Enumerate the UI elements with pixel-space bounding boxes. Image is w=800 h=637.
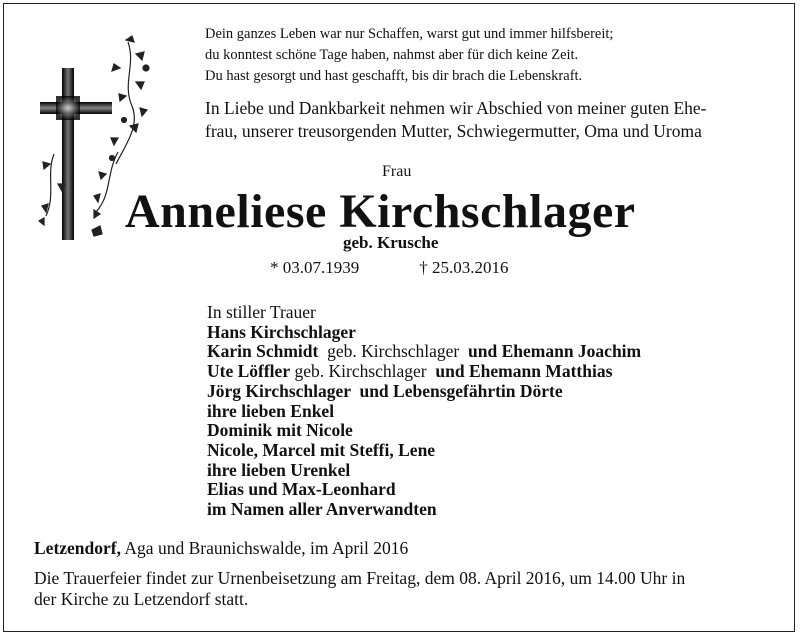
intro-line: frau, unserer treusorgenden Mutter, Schwiegermutter, Oma und Uroma — [205, 121, 702, 141]
mourner-line — [207, 382, 641, 402]
mourner-segment: geb. Kirchschlager — [290, 361, 432, 382]
mourner-line — [207, 421, 641, 441]
ceremony-line: Die Trauerfeier findet zur Urnenbeisetzung am Freitag, dem 08. April 2016, um 14.00 Uhr in — [34, 568, 686, 588]
ceremony-info — [34, 568, 685, 610]
mourner-segment: Elias und Max-Leonhard — [207, 479, 396, 500]
intro-text — [205, 97, 707, 143]
poem-line: Dein ganzes Leben war nur Schaffen, warst gut und immer hilfsbereit; — [205, 26, 614, 42]
mourner-segment: und Ehemann Matthias — [431, 361, 613, 382]
mourner-line — [207, 323, 641, 343]
ceremony-line: der Kirche zu Letzendorf statt. — [34, 589, 249, 609]
mourner-segment: Nicole, Marcel mit Steffi, Lene — [207, 439, 436, 460]
life-dates — [270, 258, 509, 278]
mourner-segment: geb. Kirchschlager — [322, 341, 464, 362]
mourner-segment: im Namen aller Anverwandten — [207, 499, 437, 520]
intro-line: In Liebe und Dankbarkeit nehmen wir Abschied von meiner guten Ehe- — [205, 98, 707, 118]
mourner-segment: Hans Kirchschlager — [207, 321, 356, 342]
mourner-line — [207, 402, 641, 422]
mourner-line — [207, 362, 641, 382]
mourner-segment: Dominik mit Nicole — [207, 420, 353, 441]
mourner-segment: Karin Schmidt — [207, 341, 323, 362]
salutation: Frau — [382, 163, 412, 180]
mourner-line — [207, 441, 641, 461]
mourner-segment: ihre lieben Urenkel — [207, 459, 351, 480]
mourner-segment: ihre lieben Enkel — [207, 400, 335, 421]
mourner-line — [207, 461, 641, 481]
deceased-name: Anneliese Kirchschlager — [125, 185, 636, 238]
poem-line: du konntest schöne Tage haben, nahmst aber für dich keine Zeit. — [205, 47, 579, 63]
place-rest: Aga und Braunichswalde, im April 2016 — [121, 538, 409, 558]
mourners-heading: In stiller Trauer — [207, 302, 316, 322]
mourner-segment: und Ehemann Joachim — [463, 341, 642, 362]
mourner-line — [207, 500, 641, 520]
death-date: † 25.03.2016 — [419, 258, 509, 277]
poem-line: Du hast gesorgt und hast geschafft, bis dir brach die Lebenskraft. — [205, 68, 583, 84]
place-date — [34, 538, 408, 559]
mourner-segment: Ute Löffler — [207, 361, 291, 382]
mourner-line — [207, 342, 641, 362]
place-bold: Letzendorf, — [34, 538, 121, 558]
mourner-line — [207, 480, 641, 500]
maiden-name: geb. Krusche — [343, 233, 439, 252]
mourners-list — [207, 303, 641, 520]
mourner-segment: Jörg Kirchschlager und Lebensgefährtin Dörte — [207, 380, 563, 401]
birth-date: * 03.07.1939 — [270, 258, 360, 277]
poem — [205, 24, 613, 87]
